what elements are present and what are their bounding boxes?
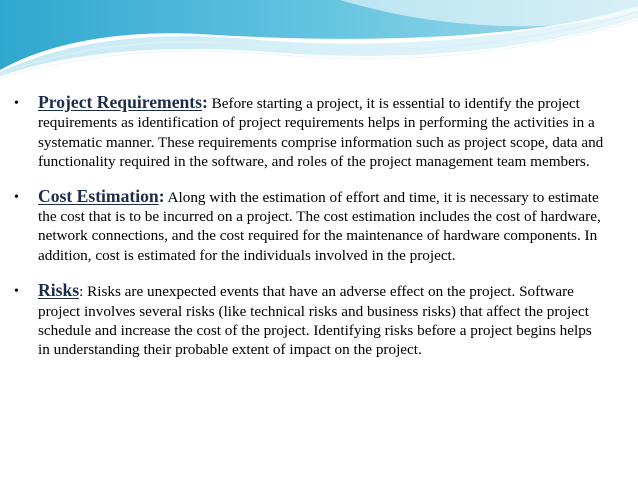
- term-cost-estimation: Cost Estimation: [38, 185, 159, 206]
- bullet-text: [38, 187, 604, 266]
- term-colon: :: [202, 92, 208, 112]
- bullet-dot: •: [14, 96, 19, 111]
- header-wave-decoration: [0, 0, 638, 80]
- description-project-requirements: Before starting a project, it is essential to identify the project requirements as identification of project requirements helps in performing the activities in a systematic manner. These requirements comprise information such as project scope, data and functionality required in the software, and roles of the project management team members.: [38, 95, 604, 171]
- slide-content: [14, 93, 604, 376]
- bullet-text: [38, 93, 604, 172]
- term-colon: :: [158, 185, 165, 206]
- bullet-cost-estimation: [14, 187, 604, 266]
- term-colon: :: [79, 283, 84, 301]
- bullet-dot: •: [14, 189, 19, 205]
- bullet-project-requirements: [14, 93, 604, 172]
- bullet-risks: [14, 281, 604, 360]
- bullet-dot: •: [14, 284, 19, 300]
- description-cost-estimation: Along with the estimation of effort and time, it is necessary to estimate the cost that is to be incurred on a project. The cost estimation includes the cost of hardware, network connections, and the cost required for the maintenance of hardware components. In addition, cost is estimated for the individuals involved in the project.: [38, 188, 601, 264]
- term-project-requirements: Project Requirements: [38, 92, 202, 112]
- description-risks: Risks are unexpected events that have an adverse effect on the project. Software project involves several risks (like technical risks and business risks) that affect the project schedule and increase the cost of the project. Identifying risks before a project begins helps in understanding their probable extent of impact on the project.: [38, 283, 592, 359]
- term-risks: Risks: [38, 280, 80, 301]
- bullet-text: [38, 281, 604, 360]
